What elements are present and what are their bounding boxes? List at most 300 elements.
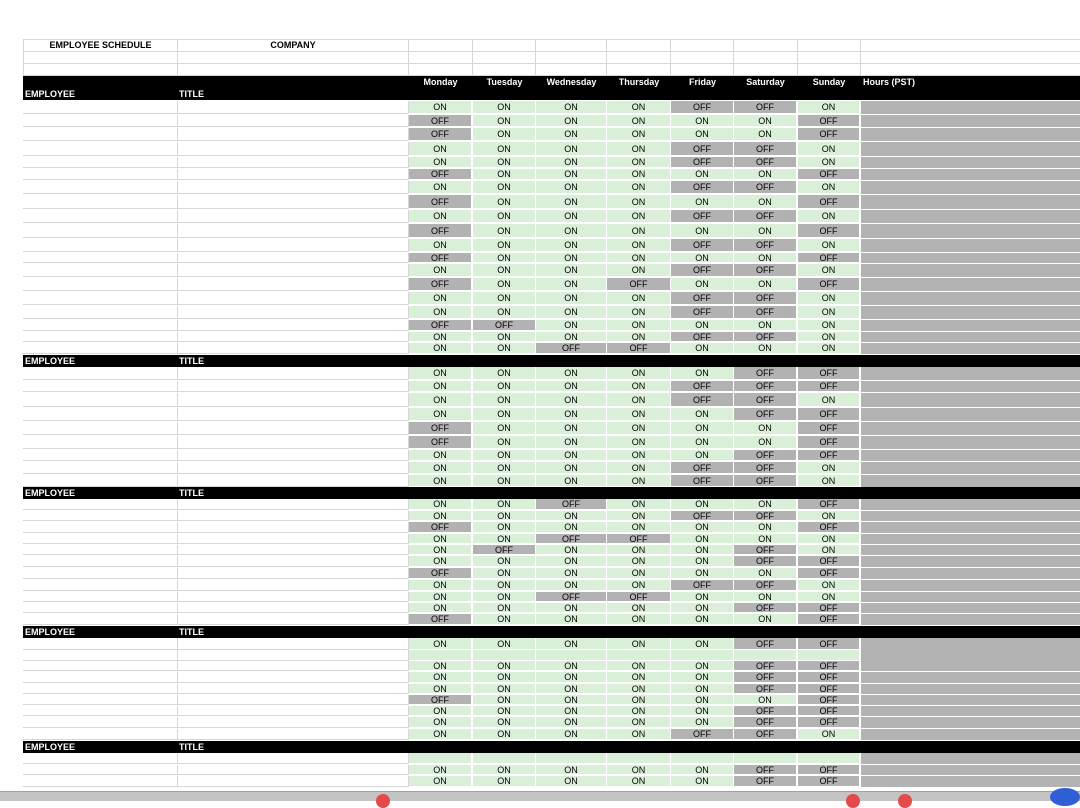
schedule-cell-empty[interactable] bbox=[671, 650, 734, 661]
schedule-cell-tuesday[interactable]: ON bbox=[473, 568, 536, 579]
employee-name-cell[interactable] bbox=[23, 684, 178, 694]
schedule-cell-wednesday[interactable]: ON bbox=[536, 381, 607, 392]
schedule-cell-tuesday[interactable]: ON bbox=[473, 115, 536, 127]
hours-cell[interactable] bbox=[861, 436, 1080, 449]
schedule-cell-tuesday[interactable]: ON bbox=[473, 169, 536, 180]
employee-title-cell[interactable] bbox=[178, 462, 409, 474]
schedule-cell-friday[interactable]: OFF bbox=[671, 580, 734, 591]
schedule-cell-wednesday[interactable]: ON bbox=[536, 765, 607, 775]
schedule-cell-empty[interactable] bbox=[607, 753, 671, 764]
schedule-cell-thursday[interactable]: OFF bbox=[607, 592, 671, 602]
schedule-cell-wednesday[interactable]: ON bbox=[536, 580, 607, 591]
schedule-cell-sunday[interactable]: ON bbox=[798, 306, 860, 319]
schedule-cell-wednesday[interactable]: ON bbox=[536, 367, 607, 380]
schedule-cell-monday[interactable]: ON bbox=[409, 450, 472, 461]
schedule-cell-thursday[interactable]: ON bbox=[607, 142, 671, 156]
hours-cell[interactable] bbox=[861, 253, 1080, 263]
schedule-cell-tuesday[interactable]: ON bbox=[473, 128, 536, 141]
employee-title-cell[interactable] bbox=[178, 661, 409, 671]
employee-name-cell[interactable] bbox=[23, 381, 178, 392]
schedule-cell-thursday[interactable]: ON bbox=[607, 422, 671, 435]
schedule-cell-sunday[interactable]: OFF bbox=[798, 522, 860, 533]
employee-name-cell[interactable] bbox=[23, 661, 178, 671]
employee-name-cell[interactable] bbox=[23, 264, 178, 277]
employee-name-cell[interactable] bbox=[23, 115, 178, 127]
schedule-cell-saturday[interactable]: OFF bbox=[734, 101, 797, 114]
schedule-cell-thursday[interactable]: ON bbox=[607, 320, 671, 331]
schedule-cell-saturday[interactable]: OFF bbox=[734, 181, 797, 194]
schedule-cell-friday[interactable]: OFF bbox=[671, 462, 734, 474]
schedule-cell-tuesday[interactable]: ON bbox=[473, 475, 536, 487]
schedule-cell-empty[interactable] bbox=[734, 650, 797, 661]
schedule-cell-sunday[interactable]: OFF bbox=[798, 128, 860, 141]
schedule-cell-saturday[interactable]: OFF bbox=[734, 638, 797, 650]
schedule-cell-saturday[interactable]: OFF bbox=[734, 142, 797, 156]
schedule-cell-tuesday[interactable]: ON bbox=[473, 253, 536, 263]
schedule-cell-thursday[interactable]: ON bbox=[607, 264, 671, 277]
schedule-cell-sunday[interactable]: OFF bbox=[798, 224, 860, 238]
schedule-cell-tuesday[interactable]: ON bbox=[473, 638, 536, 650]
schedule-cell-friday[interactable]: ON bbox=[671, 695, 734, 705]
schedule-cell-wednesday[interactable]: ON bbox=[536, 717, 607, 728]
employee-title-cell[interactable] bbox=[178, 157, 409, 168]
employee-title-cell[interactable] bbox=[178, 128, 409, 141]
schedule-cell-thursday[interactable]: ON bbox=[607, 661, 671, 671]
employee-name-cell[interactable] bbox=[23, 142, 178, 156]
schedule-cell-tuesday[interactable]: ON bbox=[473, 672, 536, 683]
schedule-cell-thursday[interactable]: ON bbox=[607, 545, 671, 555]
schedule-cell-sunday[interactable]: ON bbox=[798, 332, 860, 342]
schedule-cell-monday[interactable]: OFF bbox=[409, 253, 472, 263]
hours-cell[interactable] bbox=[861, 556, 1080, 567]
schedule-cell-sunday[interactable]: OFF bbox=[798, 568, 860, 579]
hours-cell[interactable] bbox=[861, 306, 1080, 319]
schedule-cell-wednesday[interactable]: ON bbox=[536, 556, 607, 567]
employee-name-cell[interactable] bbox=[23, 499, 178, 510]
employee-title-cell[interactable] bbox=[178, 614, 409, 625]
schedule-cell-tuesday[interactable]: ON bbox=[473, 462, 536, 474]
schedule-cell-monday[interactable]: ON bbox=[409, 343, 472, 354]
employee-name-cell[interactable] bbox=[23, 534, 178, 544]
schedule-cell-saturday[interactable]: ON bbox=[734, 115, 797, 127]
schedule-cell-tuesday[interactable]: ON bbox=[473, 239, 536, 252]
schedule-cell-sunday[interactable]: ON bbox=[798, 320, 860, 331]
schedule-cell-tuesday[interactable]: ON bbox=[473, 264, 536, 277]
hours-cell[interactable] bbox=[861, 706, 1080, 716]
schedule-cell-saturday[interactable]: OFF bbox=[734, 717, 797, 728]
employee-title-cell[interactable] bbox=[178, 729, 409, 740]
schedule-cell-saturday[interactable]: ON bbox=[734, 568, 797, 579]
employee-title-cell[interactable] bbox=[178, 684, 409, 694]
schedule-cell-thursday[interactable]: ON bbox=[607, 169, 671, 180]
employee-name-cell[interactable] bbox=[23, 292, 178, 305]
schedule-cell-empty[interactable] bbox=[409, 650, 472, 661]
schedule-cell-saturday[interactable]: OFF bbox=[734, 580, 797, 591]
employee-name-cell[interactable] bbox=[23, 706, 178, 716]
schedule-cell-monday[interactable]: ON bbox=[409, 603, 472, 613]
schedule-cell-tuesday[interactable]: ON bbox=[473, 408, 536, 421]
schedule-cell-wednesday[interactable]: ON bbox=[536, 475, 607, 487]
schedule-cell-wednesday[interactable]: ON bbox=[536, 157, 607, 168]
schedule-cell-tuesday[interactable]: ON bbox=[473, 367, 536, 380]
schedule-cell-monday[interactable]: OFF bbox=[409, 115, 472, 127]
schedule-cell-thursday[interactable]: ON bbox=[607, 253, 671, 263]
employee-title-cell[interactable] bbox=[178, 776, 409, 787]
schedule-cell-wednesday[interactable]: ON bbox=[536, 522, 607, 533]
schedule-cell-monday[interactable]: ON bbox=[409, 706, 472, 716]
schedule-cell-thursday[interactable]: ON bbox=[607, 695, 671, 705]
schedule-cell-wednesday[interactable]: ON bbox=[536, 320, 607, 331]
employee-title-cell[interactable] bbox=[178, 511, 409, 521]
schedule-cell-wednesday[interactable]: ON bbox=[536, 181, 607, 194]
employee-name-cell[interactable] bbox=[23, 672, 178, 683]
employee-title-cell[interactable] bbox=[178, 101, 409, 114]
employee-name-cell[interactable] bbox=[23, 101, 178, 114]
hours-cell[interactable] bbox=[861, 157, 1080, 168]
schedule-cell-monday[interactable]: ON bbox=[409, 717, 472, 728]
schedule-cell-monday[interactable]: ON bbox=[409, 475, 472, 487]
schedule-cell-sunday[interactable]: OFF bbox=[798, 499, 860, 510]
schedule-cell-friday[interactable]: ON bbox=[671, 169, 734, 180]
schedule-cell-saturday[interactable]: OFF bbox=[734, 765, 797, 775]
schedule-cell-saturday[interactable]: ON bbox=[734, 253, 797, 263]
schedule-cell-monday[interactable]: ON bbox=[409, 157, 472, 168]
hours-cell[interactable] bbox=[861, 568, 1080, 579]
schedule-cell-wednesday[interactable]: ON bbox=[536, 450, 607, 461]
employee-title-cell[interactable] bbox=[178, 292, 409, 305]
schedule-cell-tuesday[interactable]: ON bbox=[473, 101, 536, 114]
employee-title-cell[interactable] bbox=[178, 603, 409, 613]
schedule-cell-monday[interactable]: OFF bbox=[409, 195, 472, 209]
schedule-cell-sunday[interactable]: OFF bbox=[798, 706, 860, 716]
hours-cell[interactable] bbox=[861, 115, 1080, 127]
schedule-cell-wednesday[interactable]: ON bbox=[536, 101, 607, 114]
schedule-cell-tuesday[interactable]: ON bbox=[473, 717, 536, 728]
hours-cell[interactable] bbox=[861, 511, 1080, 521]
schedule-cell-saturday[interactable]: OFF bbox=[734, 706, 797, 716]
employee-title-cell[interactable] bbox=[178, 534, 409, 544]
schedule-cell-friday[interactable]: OFF bbox=[671, 292, 734, 305]
schedule-cell-friday[interactable]: ON bbox=[671, 592, 734, 602]
schedule-cell-monday[interactable]: ON bbox=[409, 534, 472, 544]
employee-name-cell[interactable] bbox=[23, 475, 178, 487]
schedule-cell-monday[interactable]: OFF bbox=[409, 169, 472, 180]
schedule-cell-monday[interactable]: ON bbox=[409, 684, 472, 694]
schedule-cell-monday[interactable]: ON bbox=[409, 181, 472, 194]
schedule-cell-saturday[interactable]: ON bbox=[734, 195, 797, 209]
employee-name-cell[interactable] bbox=[23, 181, 178, 194]
schedule-cell-monday[interactable]: ON bbox=[409, 776, 472, 787]
schedule-cell-thursday[interactable]: ON bbox=[607, 101, 671, 114]
hours-cell[interactable] bbox=[861, 684, 1080, 694]
schedule-cell-sunday[interactable]: ON bbox=[798, 157, 860, 168]
schedule-cell-tuesday[interactable]: ON bbox=[473, 580, 536, 591]
employee-name-cell[interactable] bbox=[23, 367, 178, 380]
employee-title-cell[interactable] bbox=[178, 580, 409, 591]
schedule-cell-wednesday[interactable]: ON bbox=[536, 169, 607, 180]
schedule-cell-sunday[interactable]: OFF bbox=[798, 422, 860, 435]
schedule-cell-sunday[interactable]: ON bbox=[798, 210, 860, 223]
schedule-cell-saturday[interactable]: OFF bbox=[734, 603, 797, 613]
schedule-cell-monday[interactable]: ON bbox=[409, 210, 472, 223]
schedule-cell-monday[interactable]: ON bbox=[409, 661, 472, 671]
schedule-cell-sunday[interactable]: OFF bbox=[798, 684, 860, 694]
schedule-cell-saturday[interactable]: OFF bbox=[734, 776, 797, 787]
schedule-cell-sunday[interactable]: ON bbox=[798, 580, 860, 591]
employee-name-cell[interactable] bbox=[23, 614, 178, 625]
hours-cell[interactable] bbox=[861, 545, 1080, 555]
hours-cell[interactable] bbox=[861, 343, 1080, 354]
schedule-cell-friday[interactable]: ON bbox=[671, 408, 734, 421]
employee-title-cell[interactable] bbox=[178, 343, 409, 354]
schedule-cell-sunday[interactable]: OFF bbox=[798, 195, 860, 209]
schedule-cell-saturday[interactable]: ON bbox=[734, 436, 797, 449]
schedule-cell-saturday[interactable]: OFF bbox=[734, 545, 797, 555]
schedule-cell-monday[interactable]: ON bbox=[409, 393, 472, 407]
schedule-cell-thursday[interactable]: ON bbox=[607, 436, 671, 449]
employee-title-cell[interactable] bbox=[178, 672, 409, 683]
hours-cell[interactable] bbox=[861, 381, 1080, 392]
schedule-cell-wednesday[interactable]: ON bbox=[536, 545, 607, 555]
hours-cell[interactable] bbox=[861, 580, 1080, 591]
schedule-cell-wednesday[interactable]: ON bbox=[536, 672, 607, 683]
schedule-cell-wednesday[interactable]: ON bbox=[536, 142, 607, 156]
employee-name-cell[interactable] bbox=[23, 393, 178, 407]
schedule-cell-thursday[interactable]: ON bbox=[607, 367, 671, 380]
schedule-cell-wednesday[interactable]: ON bbox=[536, 695, 607, 705]
schedule-cell-friday[interactable]: ON bbox=[671, 568, 734, 579]
schedule-cell-saturday[interactable]: ON bbox=[734, 522, 797, 533]
schedule-cell-sunday[interactable]: OFF bbox=[798, 408, 860, 421]
hours-cell[interactable] bbox=[861, 142, 1080, 156]
schedule-cell-saturday[interactable]: OFF bbox=[734, 729, 797, 740]
schedule-cell-saturday[interactable]: OFF bbox=[734, 684, 797, 694]
schedule-cell-tuesday[interactable]: ON bbox=[473, 436, 536, 449]
hours-cell[interactable] bbox=[861, 292, 1080, 305]
schedule-cell-monday[interactable]: ON bbox=[409, 672, 472, 683]
schedule-cell-friday[interactable]: ON bbox=[671, 661, 734, 671]
schedule-cell-thursday[interactable]: ON bbox=[607, 765, 671, 775]
employee-title-cell[interactable] bbox=[178, 706, 409, 716]
schedule-cell-thursday[interactable]: ON bbox=[607, 381, 671, 392]
schedule-cell-sunday[interactable]: OFF bbox=[798, 661, 860, 671]
schedule-cell-empty[interactable] bbox=[473, 753, 536, 764]
schedule-cell-sunday[interactable]: OFF bbox=[798, 638, 860, 650]
schedule-cell-saturday[interactable]: OFF bbox=[734, 475, 797, 487]
employee-title-cell[interactable] bbox=[178, 306, 409, 319]
schedule-cell-empty[interactable] bbox=[536, 650, 607, 661]
hours-cell[interactable] bbox=[861, 181, 1080, 194]
schedule-cell-thursday[interactable]: ON bbox=[607, 614, 671, 625]
schedule-cell-tuesday[interactable]: ON bbox=[473, 278, 536, 291]
schedule-cell-monday[interactable]: OFF bbox=[409, 320, 472, 331]
schedule-cell-saturday[interactable]: OFF bbox=[734, 450, 797, 461]
schedule-cell-friday[interactable]: ON bbox=[671, 115, 734, 127]
schedule-cell-saturday[interactable]: ON bbox=[734, 278, 797, 291]
employee-name-cell[interactable] bbox=[23, 128, 178, 141]
schedule-cell-thursday[interactable]: ON bbox=[607, 475, 671, 487]
schedule-cell-saturday[interactable]: ON bbox=[734, 422, 797, 435]
schedule-cell-tuesday[interactable]: ON bbox=[473, 195, 536, 209]
hours-cell[interactable] bbox=[861, 128, 1080, 141]
schedule-cell-monday[interactable]: ON bbox=[409, 142, 472, 156]
schedule-cell-sunday[interactable]: OFF bbox=[798, 765, 860, 775]
schedule-cell-thursday[interactable]: ON bbox=[607, 638, 671, 650]
employee-title-cell[interactable] bbox=[178, 142, 409, 156]
employee-title-cell[interactable] bbox=[178, 367, 409, 380]
hours-cell[interactable] bbox=[861, 522, 1080, 533]
employee-title-cell[interactable] bbox=[178, 753, 409, 764]
schedule-cell-monday[interactable]: OFF bbox=[409, 422, 472, 435]
schedule-cell-wednesday[interactable]: ON bbox=[536, 115, 607, 127]
schedule-cell-thursday[interactable]: ON bbox=[607, 393, 671, 407]
hours-cell[interactable] bbox=[861, 169, 1080, 180]
schedule-cell-wednesday[interactable]: OFF bbox=[536, 499, 607, 510]
schedule-cell-thursday[interactable]: ON bbox=[607, 706, 671, 716]
schedule-cell-sunday[interactable]: OFF bbox=[798, 450, 860, 461]
hours-cell[interactable] bbox=[861, 614, 1080, 625]
schedule-cell-monday[interactable]: OFF bbox=[409, 224, 472, 238]
employee-title-cell[interactable] bbox=[178, 638, 409, 650]
employee-title-cell[interactable] bbox=[178, 592, 409, 602]
hours-cell[interactable] bbox=[861, 422, 1080, 435]
employee-title-cell[interactable] bbox=[178, 475, 409, 487]
employee-title-cell[interactable] bbox=[178, 264, 409, 277]
schedule-cell-thursday[interactable]: ON bbox=[607, 195, 671, 209]
schedule-cell-thursday[interactable]: OFF bbox=[607, 534, 671, 544]
employee-name-cell[interactable] bbox=[23, 462, 178, 474]
employee-name-cell[interactable] bbox=[23, 765, 178, 775]
hours-cell[interactable] bbox=[861, 499, 1080, 510]
schedule-cell-wednesday[interactable]: ON bbox=[536, 195, 607, 209]
schedule-cell-friday[interactable]: ON bbox=[671, 253, 734, 263]
schedule-cell-sunday[interactable]: ON bbox=[798, 264, 860, 277]
employee-name-cell[interactable] bbox=[23, 343, 178, 354]
schedule-cell-friday[interactable]: ON bbox=[671, 717, 734, 728]
schedule-cell-friday[interactable]: ON bbox=[671, 556, 734, 567]
schedule-cell-thursday[interactable]: ON bbox=[607, 210, 671, 223]
schedule-cell-tuesday[interactable]: ON bbox=[473, 729, 536, 740]
hours-cell[interactable] bbox=[861, 393, 1080, 407]
employee-name-cell[interactable] bbox=[23, 776, 178, 787]
employee-name-cell[interactable] bbox=[23, 422, 178, 435]
schedule-cell-tuesday[interactable]: ON bbox=[473, 592, 536, 602]
schedule-cell-wednesday[interactable]: ON bbox=[536, 306, 607, 319]
schedule-cell-tuesday[interactable]: ON bbox=[473, 534, 536, 544]
schedule-cell-wednesday[interactable]: ON bbox=[536, 638, 607, 650]
schedule-cell-wednesday[interactable]: ON bbox=[536, 462, 607, 474]
schedule-cell-wednesday[interactable]: ON bbox=[536, 436, 607, 449]
schedule-cell-tuesday[interactable]: ON bbox=[473, 210, 536, 223]
schedule-cell-tuesday[interactable]: ON bbox=[473, 695, 536, 705]
schedule-cell-empty[interactable] bbox=[473, 650, 536, 661]
schedule-cell-empty[interactable] bbox=[798, 650, 860, 661]
schedule-cell-sunday[interactable]: ON bbox=[798, 181, 860, 194]
schedule-cell-sunday[interactable]: OFF bbox=[798, 556, 860, 567]
schedule-cell-saturday[interactable]: ON bbox=[734, 695, 797, 705]
schedule-cell-thursday[interactable]: ON bbox=[607, 292, 671, 305]
schedule-cell-tuesday[interactable]: ON bbox=[473, 614, 536, 625]
schedule-cell-friday[interactable]: ON bbox=[671, 545, 734, 555]
hours-cell[interactable] bbox=[861, 672, 1080, 683]
schedule-cell-sunday[interactable]: ON bbox=[798, 292, 860, 305]
employee-name-cell[interactable] bbox=[23, 650, 178, 661]
schedule-cell-tuesday[interactable]: ON bbox=[473, 292, 536, 305]
schedule-cell-tuesday[interactable]: ON bbox=[473, 224, 536, 238]
schedule-cell-friday[interactable]: OFF bbox=[671, 475, 734, 487]
schedule-cell-tuesday[interactable]: ON bbox=[473, 765, 536, 775]
schedule-cell-saturday[interactable]: ON bbox=[734, 592, 797, 602]
schedule-cell-wednesday[interactable]: ON bbox=[536, 332, 607, 342]
schedule-cell-friday[interactable]: ON bbox=[671, 128, 734, 141]
schedule-cell-saturday[interactable]: ON bbox=[734, 534, 797, 544]
schedule-cell-thursday[interactable]: OFF bbox=[607, 343, 671, 354]
employee-title-cell[interactable] bbox=[178, 381, 409, 392]
employee-name-cell[interactable] bbox=[23, 239, 178, 252]
schedule-cell-tuesday[interactable]: ON bbox=[473, 450, 536, 461]
schedule-cell-thursday[interactable]: ON bbox=[607, 408, 671, 421]
schedule-cell-monday[interactable]: ON bbox=[409, 381, 472, 392]
schedule-cell-wednesday[interactable]: ON bbox=[536, 408, 607, 421]
hours-cell[interactable] bbox=[861, 278, 1080, 291]
schedule-cell-monday[interactable]: ON bbox=[409, 239, 472, 252]
employee-title-cell[interactable] bbox=[178, 717, 409, 728]
schedule-cell-thursday[interactable]: ON bbox=[607, 672, 671, 683]
employee-name-cell[interactable] bbox=[23, 224, 178, 238]
employee-name-cell[interactable] bbox=[23, 717, 178, 728]
employee-title-cell[interactable] bbox=[178, 408, 409, 421]
employee-name-cell[interactable] bbox=[23, 195, 178, 209]
schedule-cell-saturday[interactable]: OFF bbox=[734, 292, 797, 305]
employee-name-cell[interactable] bbox=[23, 436, 178, 449]
schedule-cell-friday[interactable]: OFF bbox=[671, 381, 734, 392]
schedule-cell-thursday[interactable]: ON bbox=[607, 332, 671, 342]
schedule-cell-empty[interactable] bbox=[734, 753, 797, 764]
schedule-cell-sunday[interactable]: OFF bbox=[798, 603, 860, 613]
schedule-cell-sunday[interactable]: ON bbox=[798, 462, 860, 474]
schedule-cell-sunday[interactable]: OFF bbox=[798, 776, 860, 787]
hours-cell[interactable] bbox=[861, 475, 1080, 487]
schedule-cell-sunday[interactable]: ON bbox=[798, 545, 860, 555]
employee-name-cell[interactable] bbox=[23, 306, 178, 319]
hours-cell[interactable] bbox=[861, 534, 1080, 544]
schedule-cell-sunday[interactable]: ON bbox=[798, 239, 860, 252]
employee-name-cell[interactable] bbox=[23, 408, 178, 421]
employee-name-cell[interactable] bbox=[23, 729, 178, 740]
schedule-cell-wednesday[interactable]: ON bbox=[536, 253, 607, 263]
schedule-cell-tuesday[interactable]: ON bbox=[473, 776, 536, 787]
schedule-cell-saturday[interactable]: OFF bbox=[734, 264, 797, 277]
schedule-cell-thursday[interactable]: ON bbox=[607, 499, 671, 510]
schedule-cell-friday[interactable]: ON bbox=[671, 603, 734, 613]
schedule-cell-monday[interactable]: ON bbox=[409, 499, 472, 510]
schedule-cell-thursday[interactable]: ON bbox=[607, 128, 671, 141]
schedule-cell-friday[interactable]: OFF bbox=[671, 181, 734, 194]
schedule-cell-saturday[interactable]: OFF bbox=[734, 511, 797, 521]
schedule-cell-tuesday[interactable]: ON bbox=[473, 306, 536, 319]
schedule-cell-monday[interactable]: ON bbox=[409, 332, 472, 342]
schedule-cell-friday[interactable]: ON bbox=[671, 776, 734, 787]
schedule-cell-thursday[interactable]: ON bbox=[607, 729, 671, 740]
hours-cell[interactable] bbox=[861, 765, 1080, 775]
schedule-cell-friday[interactable]: ON bbox=[671, 672, 734, 683]
schedule-cell-thursday[interactable]: ON bbox=[607, 556, 671, 567]
employee-name-cell[interactable] bbox=[23, 568, 178, 579]
schedule-cell-thursday[interactable]: ON bbox=[607, 522, 671, 533]
employee-name-cell[interactable] bbox=[23, 522, 178, 533]
schedule-cell-monday[interactable]: ON bbox=[409, 408, 472, 421]
schedule-cell-wednesday[interactable]: ON bbox=[536, 239, 607, 252]
